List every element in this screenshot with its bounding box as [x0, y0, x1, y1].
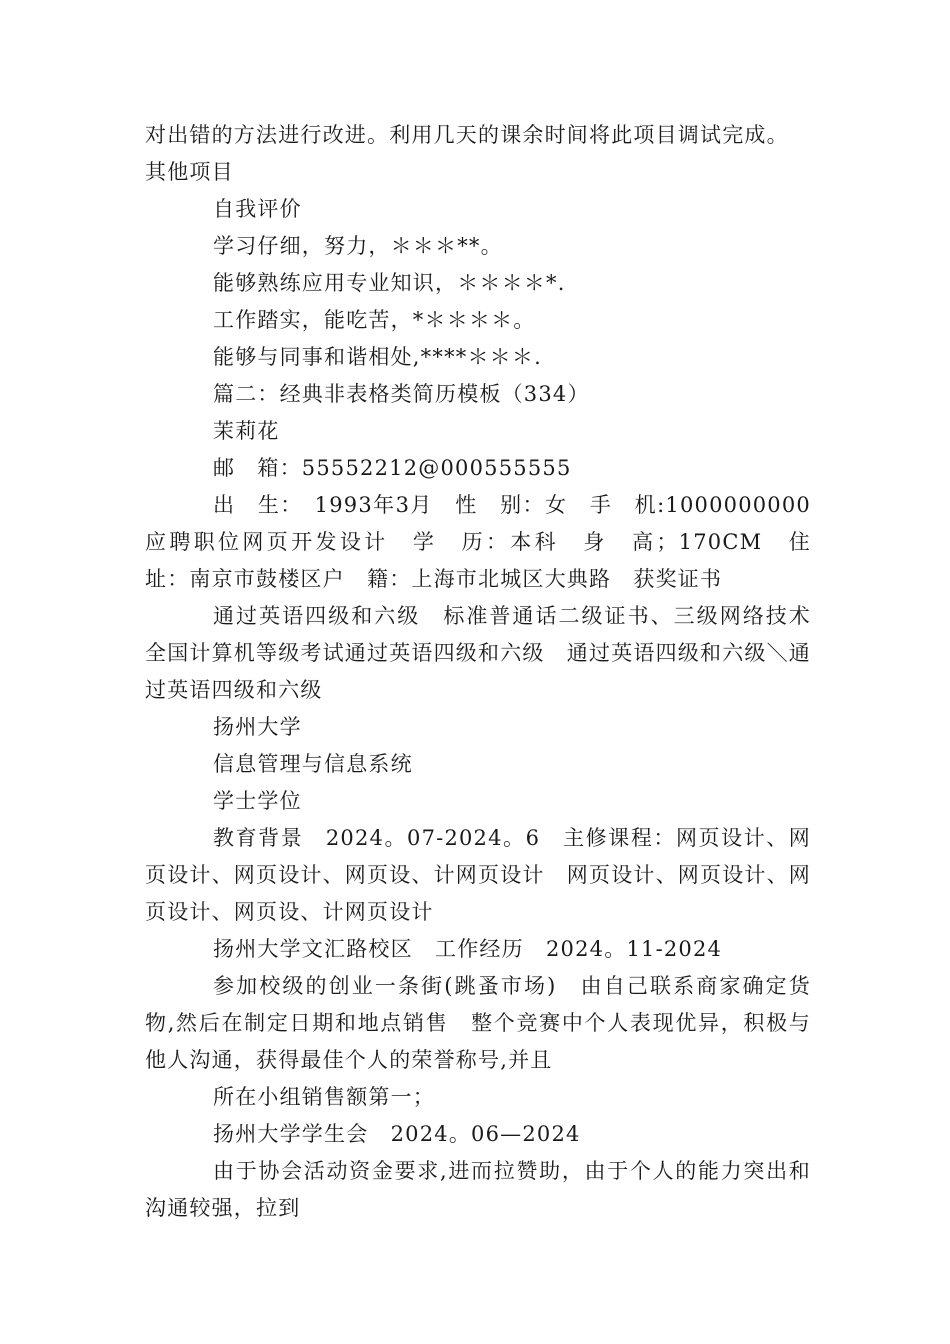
paragraph-2: 其他项目: [145, 160, 234, 184]
paragraph-3: 自我评价: [213, 197, 302, 221]
paragraph-1: 对出错的方法进行改进。利用几天的课余时间将此项目调试完成。: [145, 123, 789, 147]
paragraph-19: 所在小组销售额第一；: [213, 1085, 435, 1109]
paragraph-14: 信息管理与信息系统: [213, 752, 413, 776]
document-body: [145, 117, 834, 1227]
paragraph-20: 扬州大学学生会 2024。06—2024: [213, 1122, 581, 1146]
paragraph-6: 工作踏实，能吃苦，*＊＊＊＊。: [213, 308, 536, 332]
paragraph-21: 由于协会活动资金要求,进而拉赞助，由于个人的能力突出和沟通较强，拉到: [145, 1159, 811, 1220]
paragraph-5: 能够熟练应用专业知识，＊＊＊＊*.: [213, 271, 566, 295]
paragraph-8: 篇二：经典非表格类简历模板（334）: [213, 382, 590, 406]
paragraph-15: 学士学位: [213, 789, 302, 813]
paragraph-11: 出 生： 1993年3月 性 别：女 手 机:1000000000 应聘职位网页开发设计 学 历：本科 身 高；170CM 住 址：南京市鼓楼区户 籍：上海市北城区大典路 获奖证书: [145, 493, 834, 591]
paragraph-4: 学习仔细，努力，＊＊＊**。: [213, 234, 503, 258]
paragraph-18: 参加校级的创业一条街(跳蚤市场) 由自己联系商家确定货物,然后在制定日期和地点销售 整个竞赛中个人表现优异，积极与他人沟通，获得最佳个人的荣誉称号,并且: [145, 974, 811, 1072]
paragraph-12: 通过英语四级和六级 标准普通话二级证书、三级网络技术全国计算机等级考试通过英语四级和六级 通过英语四级和六级＼通过英语四级和六级: [145, 604, 811, 702]
paragraph-16: 教育背景 2024。07-2024。6 主修课程：网页设计、网页设计、网页设计、网页设、计网页设计 网页设计、网页设计、网页设计、网页设、计网页设计: [145, 826, 811, 924]
paragraph-9: 茉莉花: [213, 419, 280, 443]
paragraph-10: 邮 箱：55552212@000555555: [213, 456, 572, 480]
paragraph-17: 扬州大学文汇路校区 工作经历 2024。11-2024: [213, 937, 723, 961]
paragraph-7: 能够与同事和谐相处,****＊＊＊.: [213, 345, 542, 369]
paragraph-13: 扬州大学: [213, 715, 302, 739]
